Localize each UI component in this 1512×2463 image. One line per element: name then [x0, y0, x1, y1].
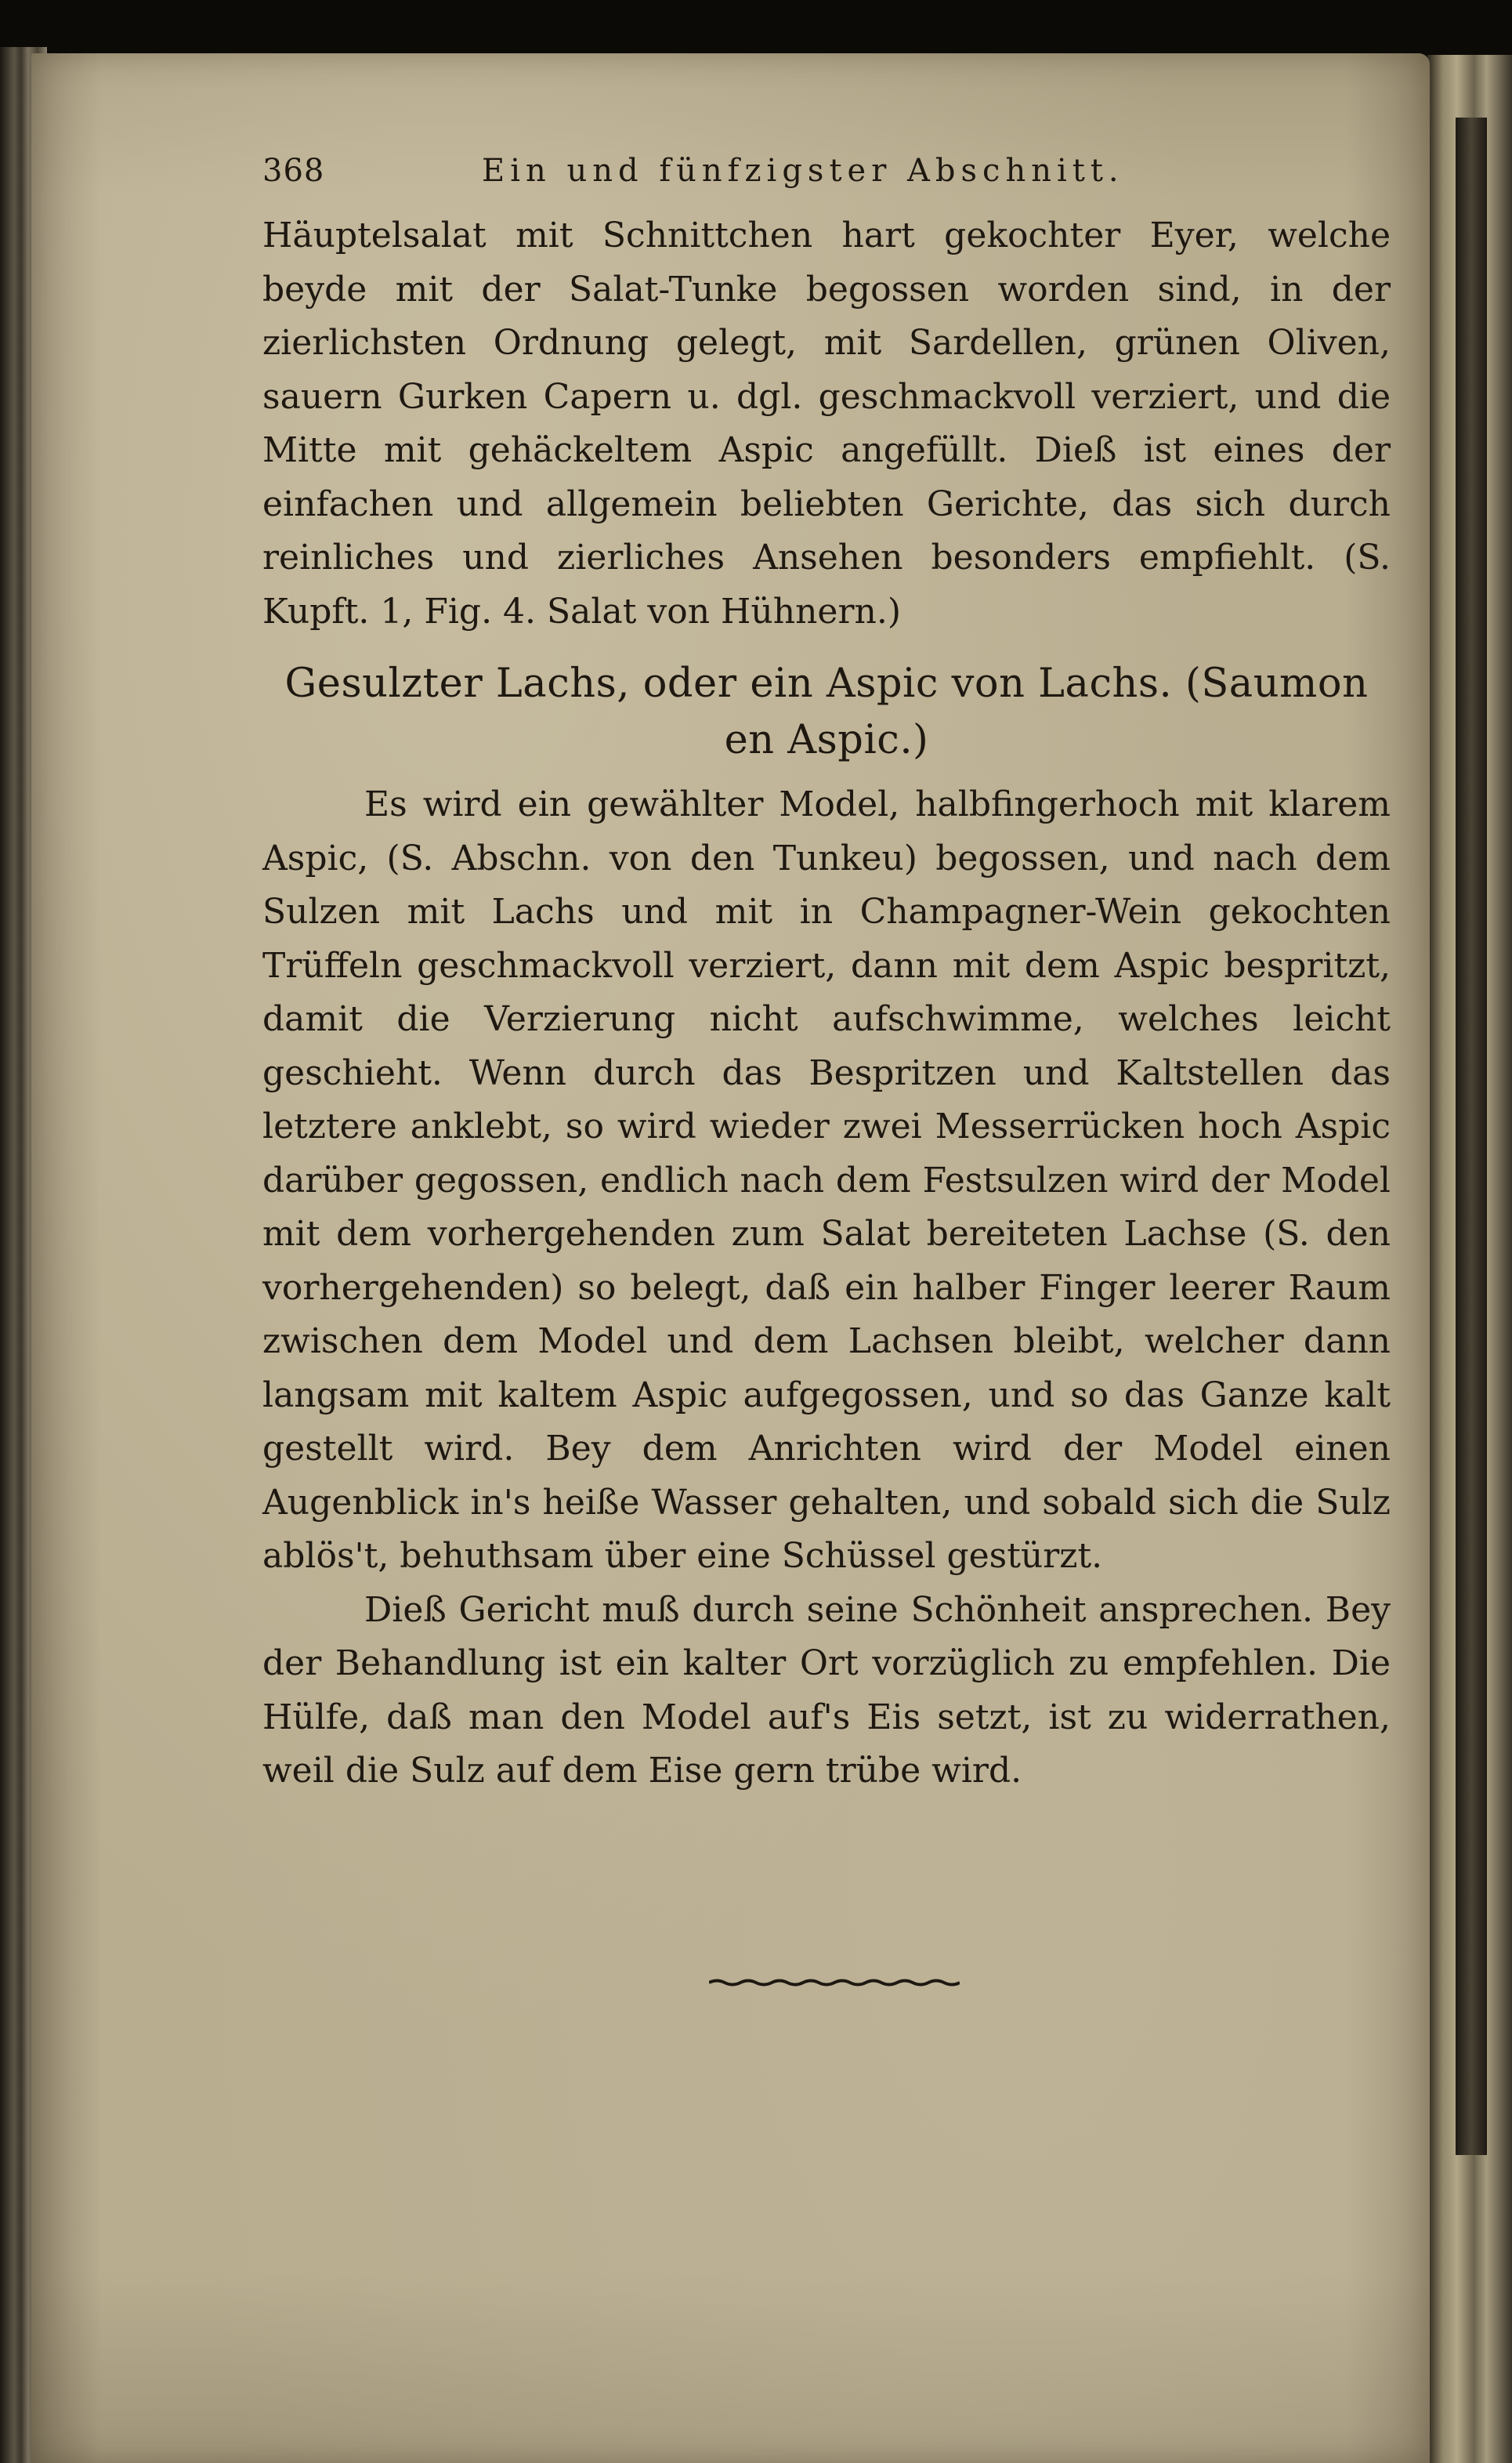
page-number: 368 [262, 153, 325, 189]
continuation-paragraph: Häuptelsalat mit Schnittchen hart gekochter Eyer, welche beyde mit der Salat-Tunke begossen worden sind, in der zierlichsten Ordnung gelegt, mit Sardellen, grünen Oliven, sauern Gurken Capern u. dgl. geschmackvoll verziert, und die Mitte mit gehäckeltem Aspic angefüllt. Dieß ist eines der einfachen und allgemein beliebten Gerichte, das sich durch reinliches und zierliches Ansehen besonders empfiehlt. (S. Kupft. 1, Fig. 4. Salat von Hühnern.) [262, 216, 1391, 632]
book-gutter-shadow [1456, 118, 1487, 2155]
recipe-paragraph-2: Dieß Gericht muß durch seine Schönheit ansprechen. Bey der Behandlung ist ein kalter Ort vorzüglich zu empfehlen. Die Hülfe, daß man den Model auf's Eis setzt, ist zu widerrathen, weil die Sulz auf dem Eise gern trübe wird. [262, 1589, 1391, 1791]
decorative-end-rule [709, 1979, 960, 1987]
page-header [262, 153, 1391, 209]
page-content [262, 153, 1391, 1798]
running-head: Ein und fünfzigster Abschnitt. [482, 153, 1124, 189]
recipe-paragraph-1: Es wird ein gewählter Model, halbfingerhoch mit klarem Aspic, (S. Abschn. von den Tunkeu) begossen, und nach dem Sulzen mit Lachs und mit in Champagner-Wein gekochten Trüffeln geschmackvoll verziert, dann mit dem Aspic bespritzt, damit die Verzierung nicht aufschwimme, welches leicht geschieht. Wenn durch das Bespritzen und Kaltstellen das letztere anklebt, so wird wieder zwei Messerrücken hoch Aspic darüber gegossen, endlich nach dem Festsulzen wird der Model mit dem vorhergehenden zum Salat bereiteten Lachse (S. den vorhergehenden) so belegt, daß ein halber Finger leerer Raum zwischen dem Model und dem Lachsen bleibt, welcher dann langsam mit kaltem Aspic aufgegossen, und so das Ganze kalt gestellt wird. Bey dem Anrichten wird der Model einen Augenblick in's heiße Wasser gehalten, und sobald sich die Sulz ablös't, behuthsam über eine Schüssel gestürzt. [262, 784, 1391, 1576]
recipe-title: Gesulzter Lachs, oder ein Aspic von Lachs. (Saumon en Aspic.) [284, 661, 1369, 763]
